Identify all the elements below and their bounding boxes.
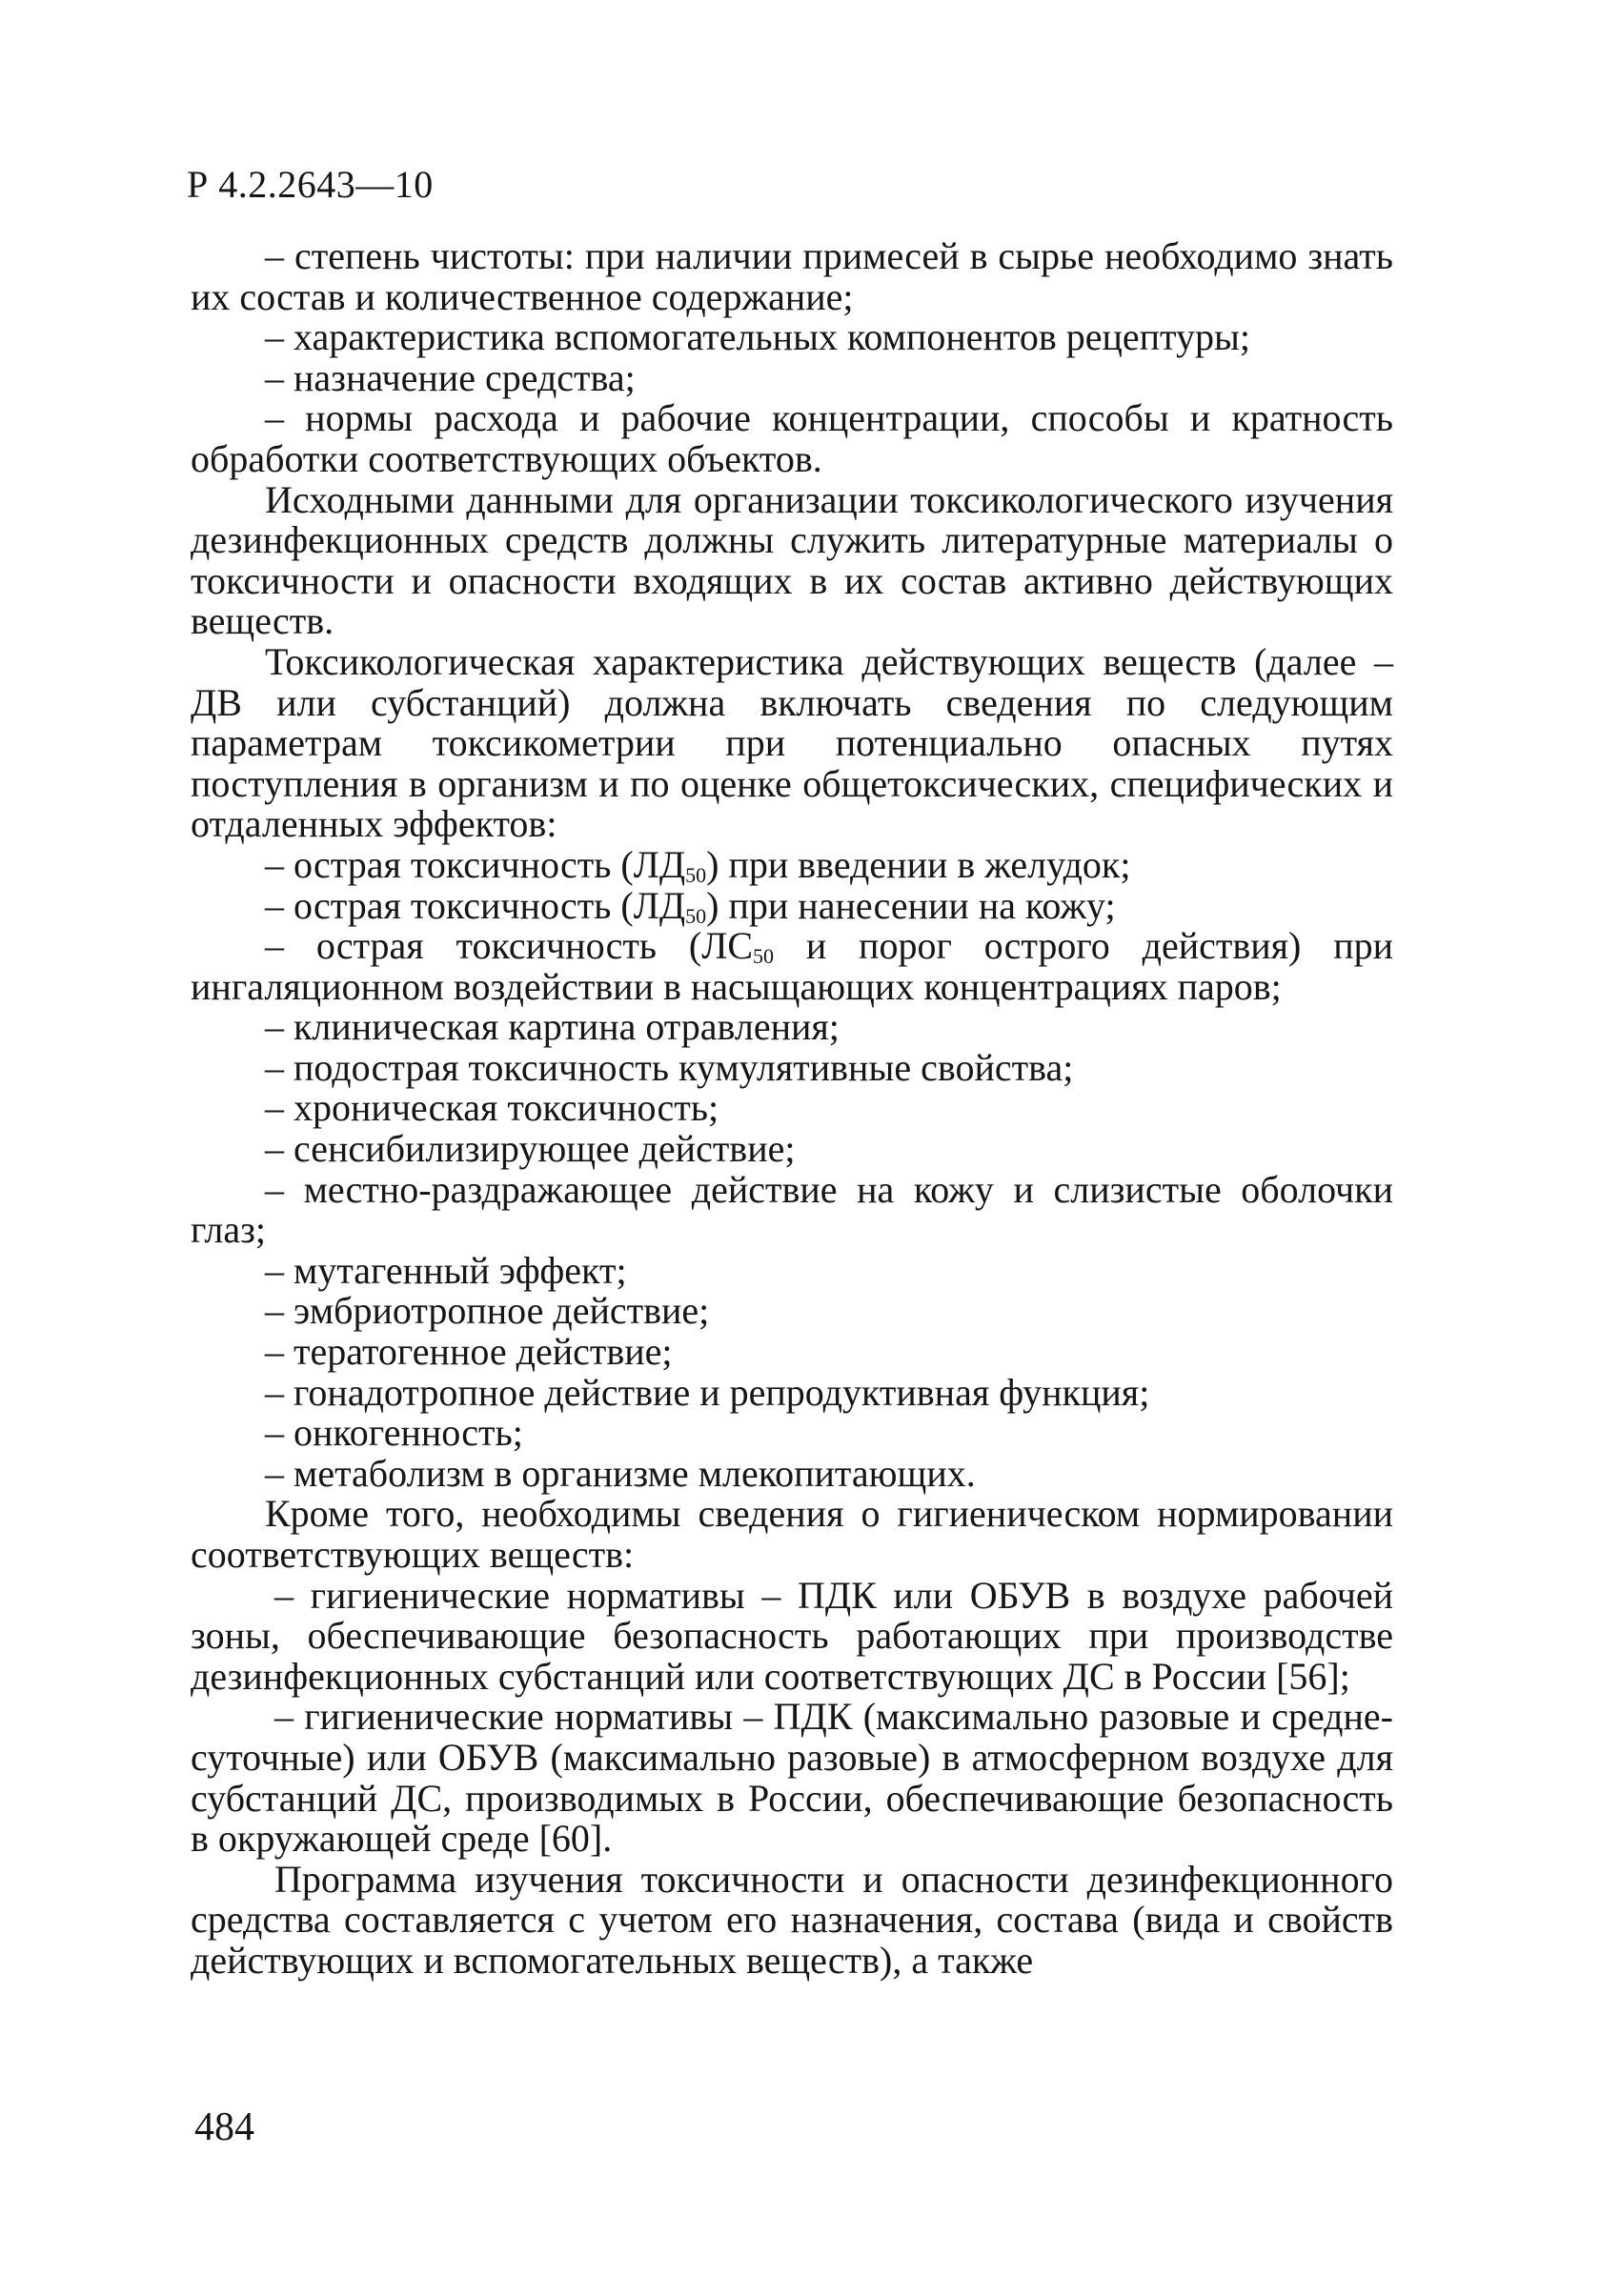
list-item: – сенсибилизирующее действие;: [265, 1127, 796, 1171]
list-item: – подострая токсичность кумулятивные свойства;: [265, 1045, 1074, 1089]
subscript: 50: [685, 862, 707, 887]
item-text: ) при введении в желудок;: [706, 842, 1131, 886]
item-text: – острая токсичность (ЛД: [265, 842, 686, 886]
paragraph-consumption-norms: – нормы расхода и рабочие концентрации, способы и кратность обработки соответствующих объектов.: [191, 396, 1393, 480]
subscript: 50: [685, 903, 707, 928]
list-item: – хроническая токсичность;: [265, 1086, 719, 1130]
paragraph-hygiene-intro: Кроме того, необходимы сведения о гигиеническом нормировании соответствующих веществ:: [191, 1492, 1393, 1576]
list-item-acute-dermal: [191, 883, 1393, 928]
document-code-header: Р 4.2.2643—10: [187, 163, 434, 206]
item-text: – острая токсичность (ЛС: [265, 924, 753, 968]
list-item-atmospheric-norms: – гигиенические нормативы – ПДК (максимально разовые и средне-суточные) или ОБУВ (максимально разовые) в атмосферном воздухе для субстанций ДС, производимых в России, обеспечивающие безопасность в окружающей среде [60].: [191, 1695, 1393, 1861]
document-body: [191, 236, 1393, 1982]
paragraph-purity: – степень чистоты: при наличии примесей в сырье необходимо знать их состав и количественное содержание;: [191, 234, 1393, 318]
list-item: – мутагенный эффект;: [265, 1248, 627, 1292]
page-number: 484: [194, 2105, 254, 2149]
list-item: – тератогенное действие;: [265, 1330, 673, 1374]
list-item: – местно-раздражающее действие на кожу и слизистые оболочки глаз;: [191, 1167, 1393, 1252]
list-item: – клиническая картина отравления;: [265, 1005, 840, 1049]
item-text: и порог острого действия) при ингаляционном воздействии в насыщающих концентрациях паров;: [191, 924, 1393, 1008]
list-item: – гонадотропное действие и репродуктивная функция;: [265, 1370, 1150, 1414]
list-item: – метаболизм в организме млекопитающих.: [265, 1451, 976, 1495]
list-item: – эмбриотропное действие;: [265, 1289, 710, 1333]
paragraph-tox-characteristic: Токсикологическая характеристика действующих веществ (далее – ДВ или субстанций) должна включать сведения по следующим параметрам токсикометрии при потенциально опасных путях поступления в организм и по оценке общетоксических, специфических и отдаленных эффектов:: [191, 639, 1393, 846]
paragraph-initial-data: Исходными данными для организации токсикологического изучения дезинфекционных средств должны служить литературные материалы о токсичности и опасности входящих в их состав активно действующих веществ.: [191, 477, 1393, 643]
list-item-work-zone-norms: – гигиенические нормативы – ПДК или ОБУВ в воздухе рабочей зоны, обеспечивающие безопасность работающих при производстве дезинфекционных субстанций или соответствующих ДС в России [56];: [191, 1573, 1393, 1698]
paragraph-auxiliary-components: – характеристика вспомогательных компонентов рецептуры;: [265, 315, 1250, 359]
paragraph-program: Программа изучения токсичности и опасности дезинфекционного средства составляется с учетом его назначения, состава (вида и свойств действующих и вспомогательных веществ), а также: [191, 1857, 1393, 1982]
item-text: ) при нанесении на кожу;: [706, 883, 1116, 927]
list-item-acute-oral: [191, 842, 1393, 887]
item-text: – острая токсичность (ЛД: [265, 883, 686, 927]
paragraph-purpose: – назначение средства;: [265, 355, 636, 399]
list-item-acute-inhalation: [191, 926, 1393, 1007]
list-item: – онкогенность;: [265, 1411, 523, 1455]
subscript: 50: [753, 944, 774, 969]
